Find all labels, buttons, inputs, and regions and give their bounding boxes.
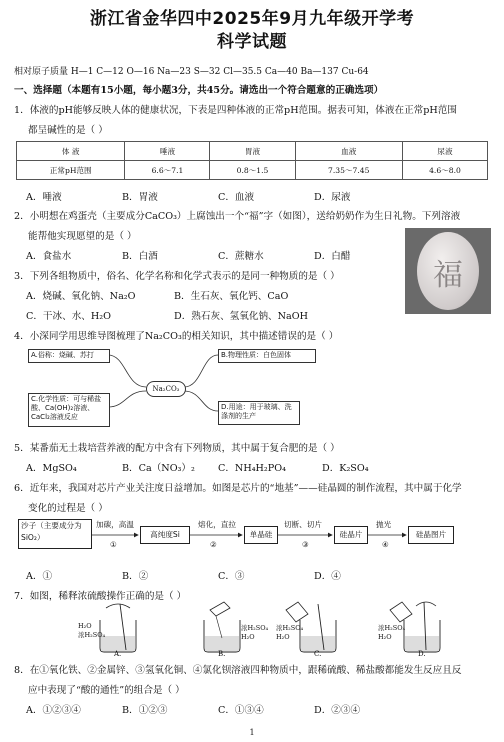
dilution-figures: [78, 598, 486, 658]
q3-options-row1: [26, 288, 334, 302]
q1-stem-1: 1．体液的pH能够反映人体的健康状况，下表是四种体液的正常pH范围。据表可知，体液在正常pH范围: [14, 105, 457, 116]
mindmap-node-c: C.化学性质：可与稀盐酸、Ca(OH)₂溶液、CaCl₂溶液反应: [28, 393, 110, 427]
silicon-flow: [16, 515, 488, 555]
flow-step-1-number: ①: [110, 540, 117, 549]
fig-b-labels: [241, 624, 268, 642]
flow-step-4-number: ④: [382, 540, 389, 549]
option: A．①②③④: [26, 705, 81, 716]
flow-start-box: 沙子（主要成分为SiO₂）: [18, 519, 92, 549]
flow-step-3-label: 切断、切片: [284, 520, 322, 529]
table-cell: 尿液: [402, 142, 487, 161]
option: C．NH₄H₂PO₄: [218, 463, 286, 474]
option: A．食盐水: [26, 251, 72, 262]
q1-options: [26, 189, 410, 203]
table-cell: 0.8～1.5: [210, 161, 295, 180]
table-cell: 体 液: [17, 142, 125, 161]
option: A．MgSO₄: [26, 463, 77, 474]
egg-carved-character: 福: [433, 258, 463, 293]
option: C．①③④: [218, 705, 264, 716]
mindmap-node-b: B.物理性质：白色固体: [218, 349, 316, 363]
mindmap-node-d: D.用途：用于玻璃、洗涤剂的生产: [218, 401, 300, 425]
option: A．①: [26, 571, 53, 582]
mindmap-node-a: A.俗称：烧碱、苏打: [28, 349, 110, 363]
fig-d-top-label: 浓H₂SO₄: [378, 624, 406, 632]
fig-b-letter: B.: [218, 650, 226, 658]
option: B．白酒: [122, 251, 158, 262]
flow-step-4-label: 抛光: [376, 520, 392, 529]
flow-box-3: 硅晶片: [334, 526, 368, 544]
table-cell: 正常pH范围: [17, 161, 125, 180]
q4-stem: 4．小深同学用思维导图梳理了Na₂CO₃的相关知识，其中描述错误的是（ ）: [14, 331, 339, 342]
q7-stem: 7．如图，稀释浓硫酸操作正确的是（ ）: [14, 591, 187, 602]
fig-c-bottom-label: H₂O: [276, 633, 290, 641]
q8-options: [26, 702, 410, 716]
q5-stem: 5．某番茄无土栽培营养液的配方中含有下列物质，其中属于复合肥的是（ ）: [14, 443, 340, 454]
table-cell: 7.35～7.45: [295, 161, 402, 180]
fig-c-labels: [276, 624, 303, 642]
flow-box-1: 高纯度Si: [140, 526, 190, 544]
table-header-row: [17, 142, 488, 161]
flow-step-2-number: ②: [210, 540, 217, 549]
q1-stem-2: 都呈碱性的是（ ）: [28, 125, 108, 136]
option: D．②③④: [314, 705, 361, 716]
flow-step-3-number: ③: [302, 540, 309, 549]
fig-d-labels: [378, 624, 405, 642]
ph-table: [16, 141, 488, 180]
q6-stem-2: 变化的过程是（ ）: [28, 503, 108, 514]
mind-map: [26, 347, 316, 433]
atomic-masses: 相对原子质量 H—1 C—12 O—16 Na—23 S—32 Cl—35.5 Ca—40 Ba—137 Cu-64: [14, 67, 369, 77]
q2-stem-1: 2．小明想在鸡蛋壳（主要成分CaCO₃）上腐蚀出一个“福”字（如图），送给奶奶作为生日礼物。下列溶液: [14, 211, 461, 222]
option: D．熟石灰、氢氧化钠、NaOH: [174, 311, 308, 322]
table-cell: 胃液: [210, 142, 295, 161]
fig-b-bottom-label: H₂O: [241, 633, 255, 641]
table-cell: 血液: [295, 142, 402, 161]
option: B．①②③: [122, 705, 168, 716]
option: D．④: [314, 571, 341, 582]
option: B．②: [122, 571, 149, 582]
fig-a-letter: A.: [114, 650, 122, 658]
table-cell: 唾液: [125, 142, 210, 161]
q2-stem-2: 能帮他实现愿望的是（ ）: [28, 231, 137, 242]
option: B．生石灰、氧化钙、CaO: [174, 291, 289, 302]
option: D．K₂SO₄: [322, 463, 369, 474]
table-row: [17, 161, 488, 180]
fig-a-labels: [78, 622, 105, 640]
option: D．白醋: [314, 251, 351, 262]
flow-box-2: 单晶硅: [244, 526, 278, 544]
flow-box-4: 硅晶图片: [408, 526, 454, 544]
fig-c-top-label: 浓H₂SO₄: [276, 624, 304, 632]
exam-title: 浙江省金华四中2025年9月九年级开学考: [89, 9, 415, 29]
q2-options: [26, 248, 410, 262]
q6-options: [26, 568, 410, 582]
q3-stem: 3．下列各组物质中，俗名、化学名称和化学式表示的是同一种物质的是（ ）: [14, 271, 340, 282]
option: C．③: [218, 571, 245, 582]
option: B．Ca（NO₃）₂: [122, 463, 195, 474]
option: C．血液: [218, 192, 255, 203]
fig-b-top-label: 浓H₂SO₄: [241, 624, 269, 632]
flow-step-2-label: 熔化，直拉: [198, 520, 236, 529]
fig-d-letter: D.: [418, 650, 426, 658]
option: D．尿液: [314, 192, 351, 203]
q3-options-row2: [26, 308, 354, 322]
table-cell: 6.6～7.1: [125, 161, 210, 180]
option: B．胃液: [122, 192, 158, 203]
egg-photo: [405, 228, 491, 314]
option: C．蔗糖水: [218, 251, 264, 262]
mindmap-center: Na₂CO₃: [146, 381, 186, 397]
option: C．干冰、水、H₂O: [26, 311, 111, 322]
q6-stem-1: 6．近年来，我国对芯片产业关注度日益增加。如图是芯片的“地基”——硅晶圆的制作流程，其中属于化学: [14, 483, 462, 494]
flow-step-1-label: 加碳，高温: [96, 520, 134, 529]
option: A．烧碱、氧化钠、Na₂O: [26, 291, 136, 302]
fig-a-top-label: H₂O: [78, 622, 92, 630]
exam-subtitle: 科学试题: [217, 32, 287, 52]
q8-stem-1: 8．在①氧化铁、②金属锌、③氢氧化铜、④氯化钡溶液四种物质中，跟稀硫酸、稀盐酸都能发生反应且反: [14, 665, 462, 676]
q8-stem-2: 应中表现了“酸的通性”的组合是（ ）: [28, 685, 185, 696]
section-heading: 一、选择题（本题有15小题，每小题3分，共45分。请选出一个符合题意的正确选项）: [14, 85, 384, 96]
fig-a-bottom-label: 浓H₂SO₄: [78, 631, 106, 639]
fig-c-letter: C.: [314, 650, 322, 658]
table-cell: 4.6～8.0: [402, 161, 487, 180]
page-number: 1: [249, 728, 255, 737]
fig-d-bottom-label: H₂O: [378, 633, 392, 641]
q5-options: [26, 460, 418, 474]
option: A．唾液: [26, 192, 62, 203]
